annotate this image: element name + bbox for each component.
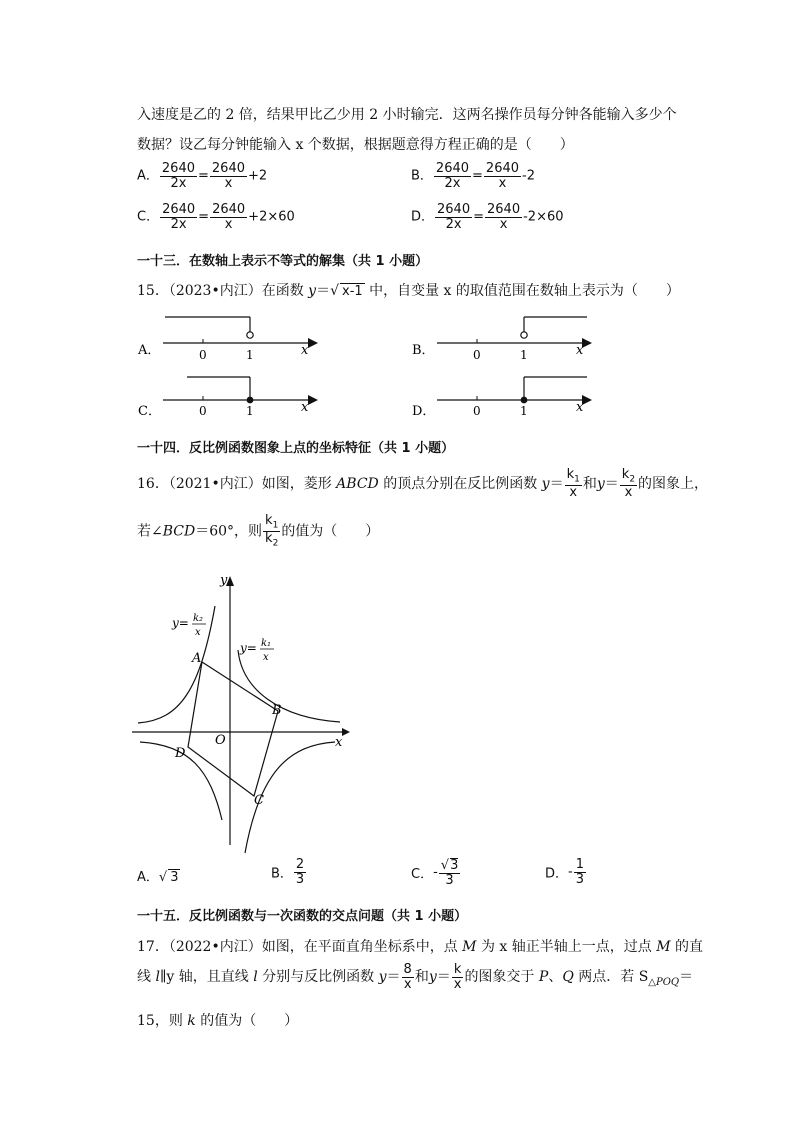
fraction: $\frac{2640}{x}$ [211, 161, 245, 191]
svg-text:0: 0 [199, 348, 207, 362]
svg-text:0: 0 [199, 404, 207, 418]
svg-text:0: 0 [473, 404, 481, 418]
q16-option-b[interactable]: B． $\frac{2}{3}$ [271, 857, 305, 887]
option-label: D． [411, 209, 435, 225]
q14-option-c[interactable]: C． $\frac{2640}{2x}$ = $\frac{2640}{x}$ +2×60 [137, 202, 295, 232]
fraction: $\frac{2640}{x}$ [485, 161, 520, 191]
option-label: C． [137, 209, 160, 225]
curve-k1-upper [238, 650, 340, 722]
svg-text:y=: y= [172, 616, 189, 630]
q14-option-a[interactable]: A． $\frac{2640}{2x}$ = $\frac{2640}{x}$ +2 [137, 161, 268, 191]
q16-stem-line2: 若∠BCD＝60°，则 $\frac{k_1}{k_2}$ 的值为（ ） [137, 513, 380, 549]
q14-option-b[interactable]: B． $\frac{2640}{2x}$ = $\frac{2640}{x}$ -2 [411, 161, 535, 191]
svg-text:D．: D． [412, 404, 436, 419]
q14-text-line2: 数据？设乙每分钟能输入 x 个数据，根据题意得方程正确的是（ ） [137, 137, 574, 153]
fraction: $\frac{2640}{2x}$ [161, 161, 195, 191]
q15-stem: 15．（2023•内江）在函数 y＝√ x-1 中，自变量 x 的取值范围在数轴上表示为（ ） [137, 283, 680, 299]
svg-text:x: x [301, 343, 309, 358]
q17-line1: 17．（2022•内江）如图，在平面直角坐标系中，点 M 为 x 轴正半轴上一点，过点 M 的直 [137, 939, 703, 955]
q15-option-a-numberline[interactable] [137, 317, 318, 362]
svg-text:x: x [576, 400, 584, 415]
svg-text:x: x [576, 343, 584, 358]
q16-option-c[interactable]: C．- $\frac{√3}{3}$ [411, 858, 459, 888]
q15-option-c-numberline[interactable] [138, 377, 318, 419]
q15-option-d-numberline[interactable] [412, 377, 592, 419]
q15-option-b-numberline[interactable] [412, 317, 592, 362]
q16-figure [130, 570, 360, 855]
svg-text:x: x [335, 735, 343, 750]
svg-text:x: x [195, 627, 201, 638]
svg-text:x: x [263, 652, 269, 663]
svg-text:O: O [215, 733, 226, 748]
rhombus-abcd [188, 662, 278, 796]
fraction: $\frac{2640}{2x}$ [162, 202, 196, 232]
svg-text:1: 1 [520, 404, 528, 418]
fraction: $\frac{2640}{x}$ [212, 202, 246, 232]
fraction: $\frac{2640}{x}$ [487, 202, 521, 232]
option-label: A． [137, 168, 159, 184]
section-13-title: 一十三．在数轴上表示不等式的解集（共 1 小题） [137, 254, 429, 269]
q17-line2: 线 l∥y 轴，且直线 l 分别与反比例函数 y＝ $\frac{8}{x}$ 和y＝ $\frac{k}{x}$ 的图象交于 P、Q 两点．若 $S_{\triangle POQ}=$ [137, 961, 694, 992]
fraction: $\frac{2640}{2x}$ [435, 161, 470, 191]
q16-option-a[interactable]: A．√ 3 [137, 870, 179, 885]
section-15-title: 一十五．反比例函数与一次函数的交点问题（共 1 小题） [137, 909, 468, 924]
svg-text:y=: y= [240, 641, 257, 655]
svg-text:k₁: k₁ [261, 638, 272, 649]
q14-text-line1: 入速度是乙的 2 倍，结果甲比乙少用 2 小时输完．这两名操作员每分钟各能输入多少个 [137, 107, 677, 123]
svg-text:B: B [272, 703, 282, 718]
svg-text:C．: C． [138, 404, 161, 419]
svg-text:1: 1 [246, 348, 254, 362]
svg-text:k₂: k₂ [193, 613, 204, 624]
svg-text:1: 1 [520, 348, 528, 362]
svg-text:D: D [175, 746, 186, 761]
option-label-a: A． [138, 343, 161, 358]
svg-text:x: x [301, 400, 309, 415]
q14-option-d[interactable]: D． $\frac{2640}{2x}$ = $\frac{2640}{x}$ -2×60 [411, 202, 564, 232]
q15-number-lines [130, 308, 600, 428]
svg-text:0: 0 [473, 348, 481, 362]
svg-text:A: A [192, 651, 202, 666]
q16-stem-line1: 16．（2021•内江）如图，菱形 ABCD 的顶点分别在反比例函数 y＝ $\frac{k_1}{x}$ 和y＝ $\frac{k_2}{x}$ 的图象上， [137, 467, 709, 501]
q17-line3: 15，则 k 的值为（ ） [137, 1013, 299, 1029]
section-14-title: 一十四．反比例函数图象上点的坐标特征（共 1 小题） [137, 441, 455, 456]
svg-text:C: C [254, 793, 264, 808]
svg-text:B．: B． [412, 343, 435, 358]
q16-option-d[interactable]: D．- $\frac{1}{3}$ [545, 857, 584, 887]
svg-text:y: y [220, 573, 228, 588]
fraction: $\frac{2640}{2x}$ [437, 202, 471, 232]
svg-text:1: 1 [246, 404, 254, 418]
option-label: B． [411, 168, 433, 184]
